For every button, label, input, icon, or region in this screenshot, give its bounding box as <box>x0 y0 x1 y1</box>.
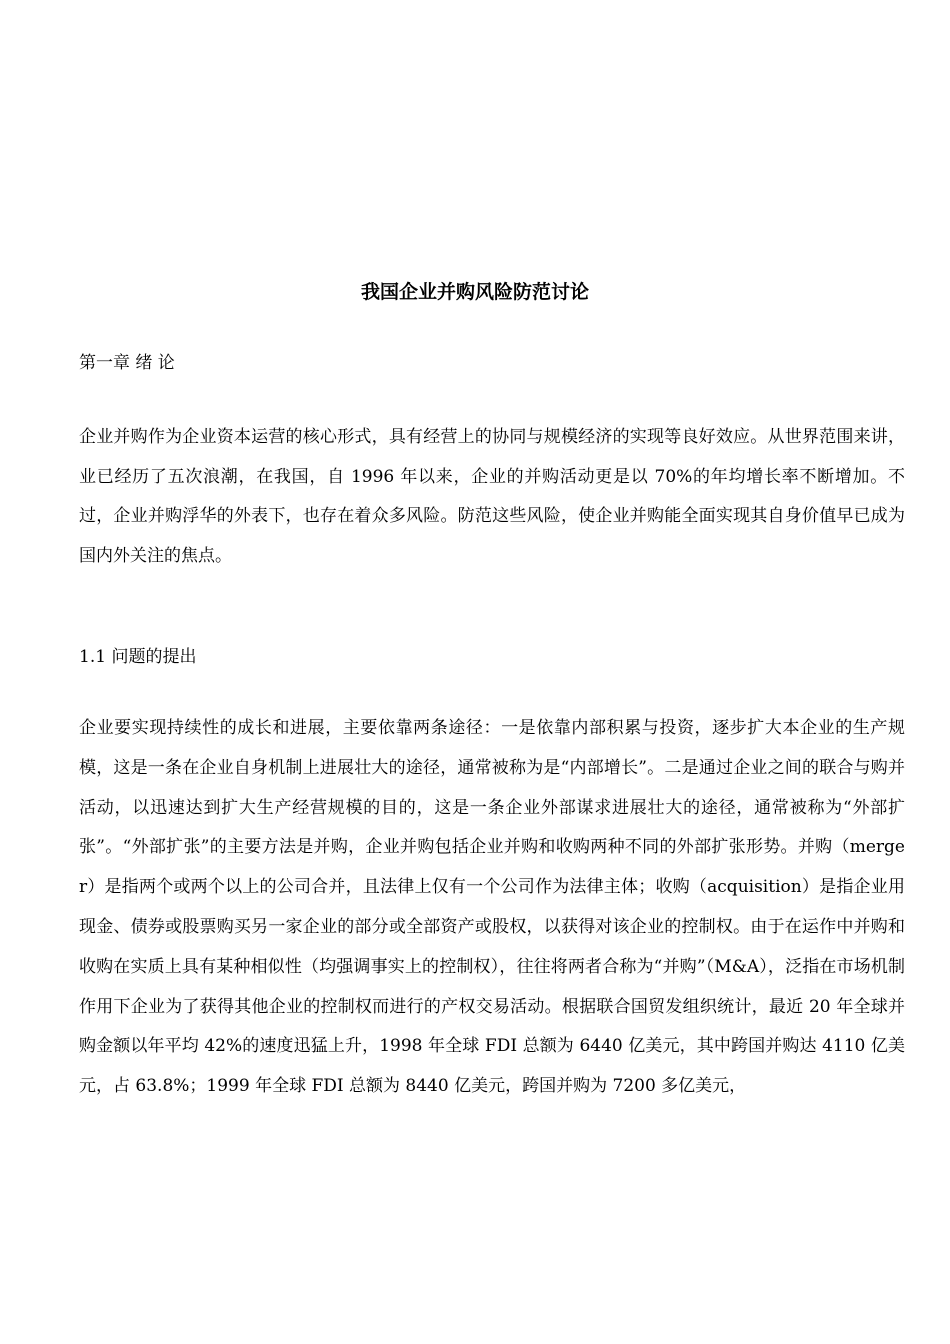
section-paragraph: 企业要实现持续性的成长和进展，主要依靠两条途径：一是依靠内部积累与投资，逐步扩大本企业的生产规模，这是一条在企业自身机制上进展壮大的途径，通常被称为是“内部增长”。二是通过企业之间的联合与购并活动，以迅速达到扩大生产经营规模的目的，这是一条企业外部谋求进展壮大的途径，通常被称为“外部扩张”。“外部扩张”的主要方法是并购，企业并购包括企业并购和收购两种不同的外部扩张形势。并购（merger）是指两个或两个以上的公司合并，且法律上仅有一个公司作为法律主体；收购（acquisition）是指企业用现金、债券或股票购买另一家企业的部分或全部资产或股权，以获得对该企业的控制权。由于在运作中并购和收购在实质上具有某种相似性（均强调事实上的控制权），往往将两者合称为“并购”（M&A），泛指在市场机制作用下企业为了获得其他企业的控制权而进行的产权交易活动。根据联合国贸发组织统计，最近 20 年全球并购金额以年平均 42%的速度迅猛上升，1998 年全球 FDI 总额为 6440 亿美元，其中跨国并购达 4110 亿美元，占 63.8%；1999 年全球 FDI 总额为 8440 亿美元，跨国并购为 7200 多亿美元， <box>79 718 905 1097</box>
document-title: 我国企业并购风险防范讨论 <box>360 281 589 303</box>
section-heading: 1.1 问题的提出 <box>79 647 197 667</box>
chapter-heading: 第一章 绪 论 <box>79 353 175 373</box>
intro-paragraph: 企业并购作为企业资本运营的核心形式，具有经营上的协同与规模经济的实现等良好效应。从世界范围来讲，业已经历了五次浪潮，在我国，自 1996 年以来，企业的并购活动更是以 70%的年均增长率不断增加。不过，企业并购浮华的外表下，也存在着众多风险。防范这些风险，使企业并购能全面实现其自身价值早已成为国内外关注的焦点。 <box>79 427 905 566</box>
